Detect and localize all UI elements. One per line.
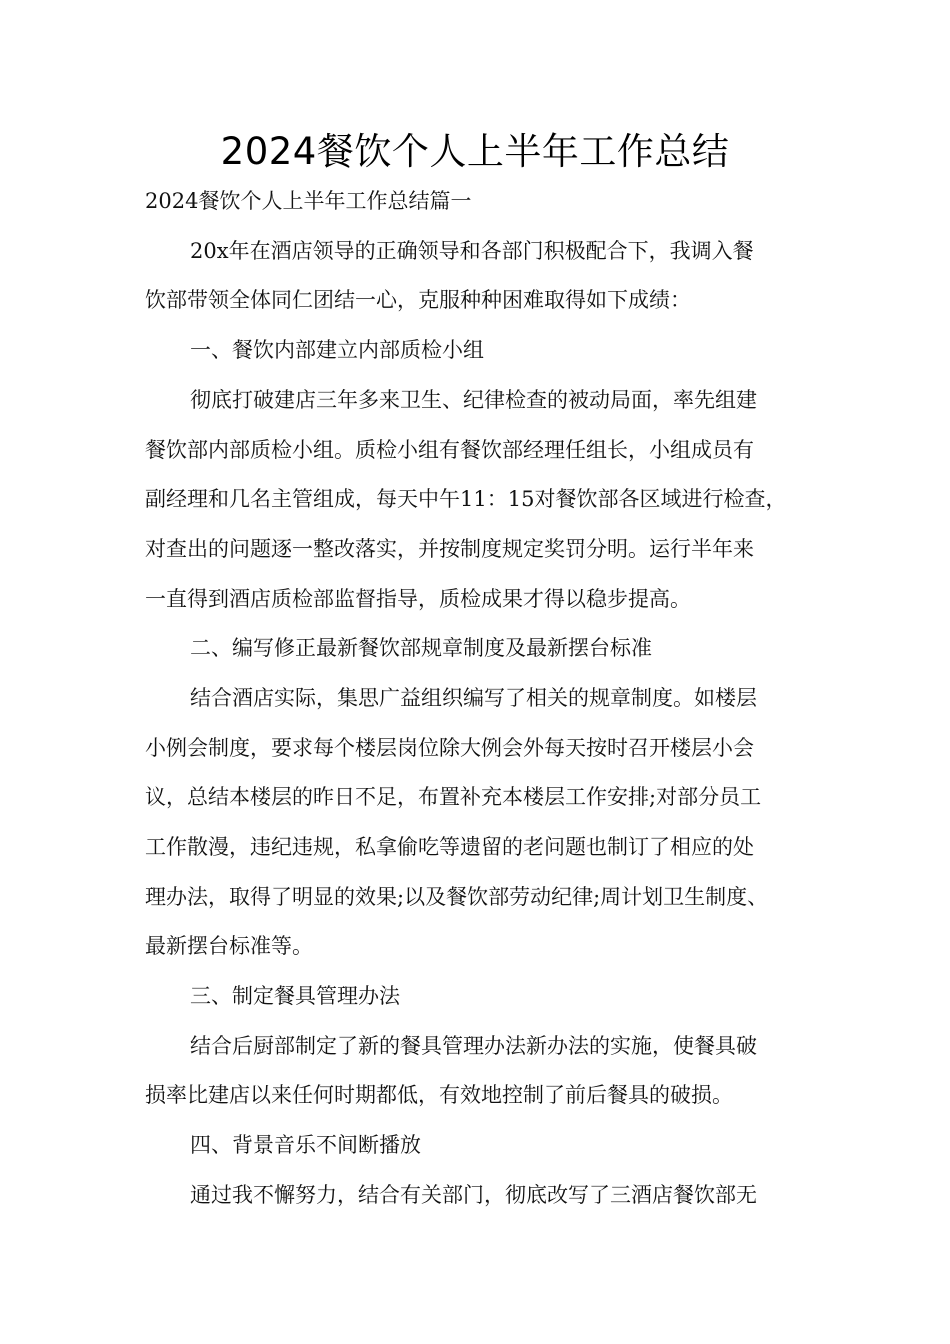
paragraph-line: 损率比建店以来任何时期都低，有效地控制了前后餐具的破损。 bbox=[145, 1083, 733, 1107]
paragraph-line: 餐饮部内部质检小组。质检小组有餐饮部经理任组长，小组成员有 bbox=[145, 438, 754, 462]
paragraph-line: 彻底打破建店三年多来卫生、纪律检查的被动局面，率先组建 bbox=[190, 388, 757, 412]
paragraph-line: 结合后厨部制定了新的餐具管理办法新办法的实施，使餐具破 bbox=[190, 1034, 757, 1058]
paragraph-line: 结合酒店实际，集思广益组织编写了相关的规章制度。如楼层 bbox=[190, 686, 757, 710]
paragraph-line: 议，总结本楼层的昨日不足，布置补充本楼层工作安排;对部分员工 bbox=[145, 785, 762, 809]
paragraph-line: 理办法，取得了明显的效果;以及餐饮部劳动纪律;周计划卫生制度、 bbox=[145, 885, 769, 909]
document-title: 2024餐饮个人上半年工作总结 bbox=[220, 130, 730, 173]
paragraph-line: 通过我不懈努力，结合有关部门，彻底改写了三酒店餐饮部无 bbox=[190, 1183, 757, 1207]
paragraph-line: 小例会制度，要求每个楼层岗位除大例会外每天按时召开楼层小会 bbox=[145, 736, 754, 760]
section-heading: 二、编写修正最新餐饮部规章制度及最新摆台标准 bbox=[190, 636, 652, 660]
paragraph-line: 工作散漫，违纪违规，私拿偷吃等遗留的老问题也制订了相应的处 bbox=[145, 835, 754, 859]
section-heading: 三、制定餐具管理办法 bbox=[190, 984, 400, 1008]
paragraph-line: 最新摆台标准等。 bbox=[145, 934, 313, 958]
paragraph-line: 副经理和几名主管组成，每天中午11：15对餐饮部各区域进行检查， bbox=[145, 487, 787, 511]
paragraph-line: 一直得到酒店质检部监督指导，质检成果才得以稳步提高。 bbox=[145, 587, 691, 611]
section-heading: 一、餐饮内部建立内部质检小组 bbox=[190, 338, 484, 362]
section-heading: 四、背景音乐不间断播放 bbox=[190, 1133, 421, 1157]
paragraph-line: 20x年在酒店领导的正确领导和各部门积极配合下，我调入餐 bbox=[190, 239, 754, 263]
paragraph-line: 对查出的问题逐一整改落实，并按制度规定奖罚分明。运行半年来 bbox=[145, 537, 754, 561]
paragraph-line: 饮部带领全体同仁团结一心，克服种种困难取得如下成绩： bbox=[145, 288, 691, 312]
subtitle: 2024餐饮个人上半年工作总结篇一 bbox=[145, 189, 472, 213]
